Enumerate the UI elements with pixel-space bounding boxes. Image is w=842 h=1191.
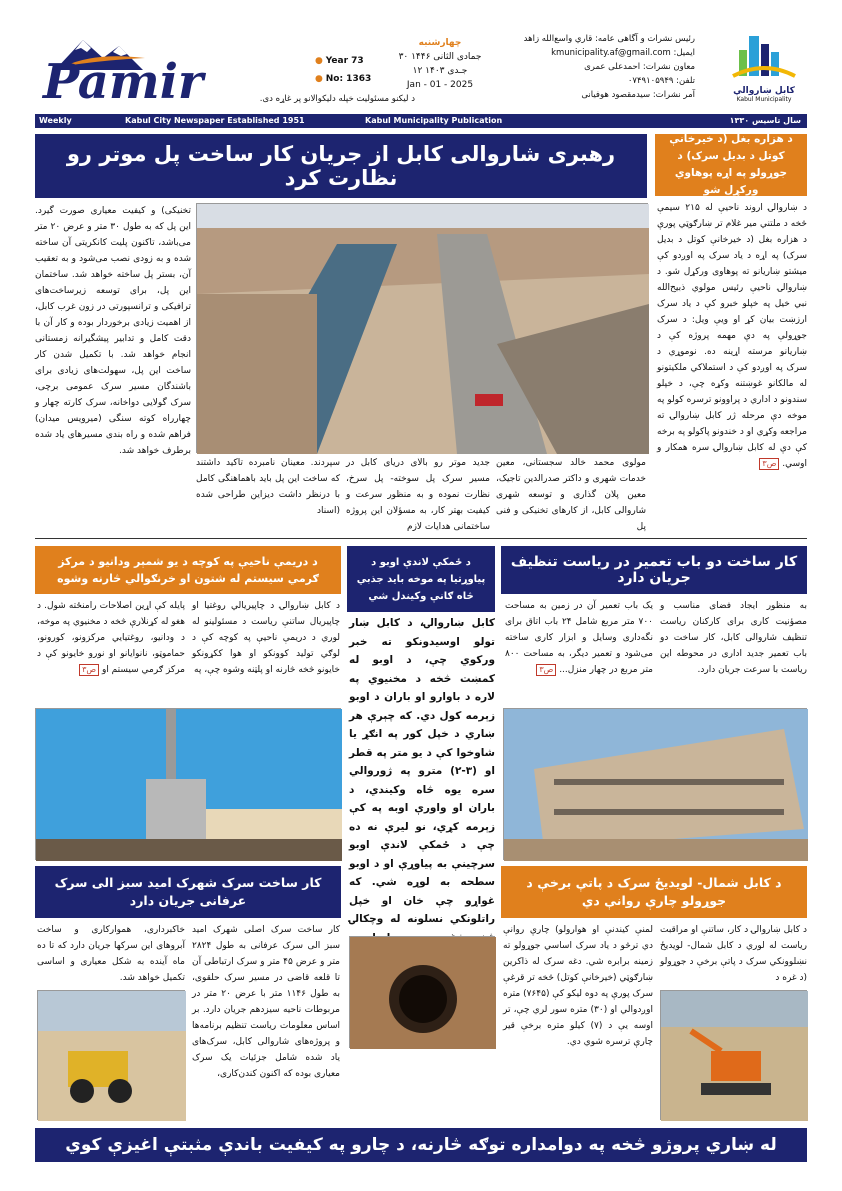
date-solar: ۱۲ جـدی ۱۴۰۳ (412, 66, 468, 76)
heating-col-right: د کابل ښاروالۍ د چاپیریالي روغتیا او چاپیریال ساتنې ریاست د مسئولینو له لوري د دریمې ناحیې په کوچه کې د لوګي تولید کوونکو او هوا ککړونکو خایونو څخه څارنه او پلټنه وشوه چې، په (192, 601, 340, 675)
lead-text-bottom-3: مولوی محمد خالد سجستانی، معین خدمات شهری و داکتر صدرالدین تاجیک، معین پلان گذاری و توسعه شهری شاروالی کابل، از کارهای تخنیکی و فنی پل (496, 458, 646, 532)
shahrak-col-right: کار ساخت سرک اصلی شهرک امید سبز الی سرک عرفانی به طول ۲۸۲۴ متر و عرض ۴۵ متر و سرک ارتباطی آن تا قلعه قاضی در مسیر سرک حلقوی، به طول ۱۱۴۶ متر با عرض ۲۰ متر در مربوطات ناحیه سیزدهم جریان دارد. بر اساس معلومات ریاست تنظیم برنامه‌ها و پروژه‌های شاروالی کابل، سرک‌های یاد شده شامل جزئیات یک سرک معیاری بوده که اکنون کندن‌کاری، (192, 925, 341, 1079)
page-ref: ص۳ (79, 664, 99, 676)
wells-headline: د ځمکې لاندې اوبو د پیاوړتیا په موخه باید جذبي څاه ګانې وکیندل شي (347, 546, 495, 612)
excavator-image (661, 991, 808, 1121)
lead-text-bottom-1: سپردند. معینان نامبرده تاکید داشتند که ساخت این پل باید باهماهنگی کامل با درنظر داشت دیزاین طراحی شده (اسناد (196, 458, 340, 516)
masthead (35, 28, 807, 114)
well-hole-image (350, 937, 496, 1049)
weekly-label: Weekly (39, 116, 72, 125)
shahrak-col-left: خاکبرداری، هموارکاری و ساخت آبروهای این سرکها جریان دارد که تا ده ماه آینده به شکل معیاری و اساسی تکمیل خواهد شد. (37, 925, 185, 983)
chimney-building-image (36, 709, 342, 861)
hazara-baghal-text: د ښاروالۍ اروند ناحیې له ۲۱۵ سیمې څخه د ملتني میر غلام تر ښارګوټي پورې د هزاره بغل (د خیرخانې کوتل د بدیل سرک) په اړه د یاد سرک په اوږدو کې میشتو ښاریانو ته پوهاوی ورکړل شو. د ښاروالۍ ناحیې رئیس مولوي ذبیح‌الله نبي خیل په خپلو خبرو کې د یاد سرک ارزښت بیان کړ او ویې ویل: د سرک جوړولې په دې مهمه پروژه کې د ښاریانو مرسته اړینه ده. نوموړي د سرک په اوږدو کې د استملاکي ملکیتونو له مالکانو غوښتنه وکړه چې، د خپلو سندونو د اداري د پراوونو ترسره کولو په موخه دې مرحله ژر کابل ښاروالۍ ته مراجعه وکړي او د خندونو پاکولو په برخه کې دې له کابل ښاروالۍ سره همکار و اوسي. (657, 203, 807, 469)
wells-photo (349, 936, 495, 1048)
northwest-road-col-right: د کابل ښاروالۍ د کار، ساتنې او مراقبت ریاست له لوري د کابل شمال- لویدیځ نښلوونکي سرک د پاتې برخې د جوړولو (د غره د (660, 925, 807, 983)
staff-line: معاون نشرات: احمدعلی عمری (584, 62, 695, 72)
issue-meta (315, 54, 395, 86)
staff-line: آمر نشرات: سیدمقصود هوفیانی (581, 90, 695, 100)
lead-photo (196, 203, 648, 453)
city-skyline-icon (729, 30, 799, 82)
staff-line: تلفن: ۰۷۴۹۱۰۵۹۴۹ (627, 76, 695, 86)
publication-label: Kabul Municipality Publication (365, 116, 503, 125)
bridge-aerial-image (197, 204, 649, 454)
issue-dates (385, 36, 495, 92)
northwest-road-col-left: لمنې کیندنې او هوارولو) چارې روانې دي ترڅو د یاد سرک اساسي جوړولو ته زمینه برابره شي. دغه سرک له ذاکرین ښارګوټي (خیرخانې کوتل) څخه تر قرغې سرک پورې په دوه لیکو کې (۷۶۴۵) متره اوږدوالي او (۳۰) متره سور لري چې، تر اوسه یې د (۷) کیلو متره برخې قیر چارې ترسره شوي دي. (503, 925, 654, 1047)
lead-headline: رهبری شاروالی کابل از جریان کار ساخت پل موتر رو نظارت کرد (35, 134, 647, 198)
road-loader-image (38, 991, 186, 1121)
municipality-logo (721, 28, 807, 112)
date-gregorian: Jan - 01 - 2025 (406, 80, 474, 90)
northwest-road-headline: د کابل شمال- لویدیځ سرک د پاتې برخې د جوړولو چارې روانې دي (501, 866, 807, 918)
staff-line: ایمیل: kmunicipality.af@gmail.com (551, 48, 695, 58)
cleaning-photo (503, 708, 807, 860)
separator-line (35, 538, 807, 539)
weekday: چهارشنبه (418, 38, 462, 48)
lead-text-bottom-2: جدید موتر رو بالای دریای کابل در مسیر سرک پل سوخته- پل سرخ، نظارت نموده و به منظور سرعت و کیفیت بهتر کار، به مسؤلان این پروژه ساختمانی هدایات لازم (346, 458, 490, 532)
heating-col-left (37, 598, 185, 702)
heating-photo (35, 708, 341, 860)
cleaning-col-right: به منظور ایجاد فضای مناسب و مصؤنیت کاری برای کارکنان ریاست تنظیف شاروالی کابل، کار ساخت دو باب تعمیر جدید اداری در محوطه این ریاست با سرعت جریان دارد. (660, 601, 807, 675)
header-bar (35, 114, 807, 128)
cleaning-headline: کار ساخت دو باب تعمیر در ریاست تنظیف جریان دارد (501, 546, 807, 594)
lead-text-right: تخنیکی) و کیفیت معیاری صورت گیرد. این پل که به طول ۳۰ متر و عرض ۲۰ متر می‌باشد، تاکنون پلیت کانکریتی آن ساخته شده و به زودی نصب می‌شود و به تعقیب آن، بستر پل ساخته خواهد شد. ساختمان این پل، برای توسعه زیرساخت‌های ترافیکی و ترانسپورتی در زون غرب کابل، از اهمیت زیادی برخوردار بوده و کار آن با دقت کامل و تدابیر پیشگیرانه زمستانی انجام خواهد شد. با تکمیل شدن کار ساخت این پل، سهولت‌های زیادی برای باشندگان مسیر سرک عمومی برچی، سرک گولایی دواخانه، سرک کارته چهار و چهارراه کوته سنگی (میرویس میدان) فراهم شده و راه بندی مسیرهای یاد شده برطرف خواهد شد. (35, 206, 191, 456)
established-label: Kabul City Newspaper Established 1951 (125, 116, 305, 125)
date-lunar: ۳۰ جمادی الثانی ۱۴۴۶ (398, 52, 482, 62)
page-ref: ص۳ (759, 458, 779, 470)
hazara-baghal-headline: د هزاره بغل (د خیرخانې کوتل د بدیل سرک) د جوړولو په اړه پوهاوي ورکړل شو (655, 134, 807, 196)
cleaning-col-left (505, 598, 653, 702)
municipality-name-fa: کابل ښاروالي (733, 86, 795, 96)
heating-col-left-text: پایله کې اړین اصلاحات رامنځته شول. د هغو له کړنلارې څخه د مخنیوي په موخه، د ودانیو، روغتیایي مرکزونو، کورونو، حماموټو، نانوایانو او نورو خایونو کې د مرکز ګرمي سیستم او (37, 601, 185, 675)
wells-body: کابل ښاروالۍ، د کابل ښار تولو اوسیدونکو ته خبر ورکوي چې، د اوبو له کمښت څخه د مخنیوي په لاره د باوارو او باران د اوبو زېرمه کول دي. که چېرې هر ښاري د خپل کور په انګړ یا شاوخوا کې د یو متر په قطر او (۳-۲) مترو په ژوروالي سره یوه څاه وکیندي، د باران او واورې اوبه په کې زېرمه کړي، نو لیرې نه ده چې د ځمکې لاندې اوبو سرچینې به پیاوړې او د اوبو سطحه به لوړه شي. که غواړو چې خان او خپل راتلونکي نسلونه له وچکالۍ (349, 617, 495, 925)
staff-line: رئیس نشرات و آگاهی عامه: قاري واسع‌الله زاهد (523, 34, 695, 44)
northwest-road-photo (660, 990, 807, 1120)
cleaning-col-left-text: یک باب تعمیر آن در زمین به مساحت ۷۰۰ متر مربع شامل ۲۴ باب اتاق برای نگه‌داری وسایل و ابزار کاری ساخته می‌شود و تعمیر دیگر، به مساحت ۸۰۰ متر مربع در چهار منزل... (505, 601, 653, 675)
heating-headline: د دریمې ناحیې په کوچه د یو شمېر ودانیو د مرکز ګرمي سیستم له شتون او خرنګوالي څارنه وشوه (35, 546, 341, 594)
footer-slogan: له ښاري پروژو څخه په دوامداره توګه څارنه، د چارو په کیفیت باندې مثبتې اغیزې کوي (35, 1128, 807, 1162)
staff-list (505, 32, 695, 102)
pamir-logo (35, 28, 215, 112)
issue-number: ● No: 1363 (315, 74, 372, 84)
municipality-name-en: Kabul Municipality (736, 96, 792, 103)
pamir-wordmark: Pamir (43, 54, 204, 110)
hazara-baghal-body (657, 200, 807, 534)
issue-year: ● Year 73 (315, 56, 364, 66)
shahrak-photo (37, 990, 185, 1120)
disclaimer: د لیکنو مسئولیت خپله دلیکوالانو پر غاړه دی. (259, 94, 415, 104)
building-construction-image (504, 709, 808, 861)
shahrak-headline: کار ساخت سرک شهرک امید سبز الی سرک عرفانی جریان دارد (35, 866, 341, 918)
founded-label: سال تاسیس ۱۳۳۰ (729, 116, 801, 125)
page-ref: ص۳ (536, 664, 556, 676)
